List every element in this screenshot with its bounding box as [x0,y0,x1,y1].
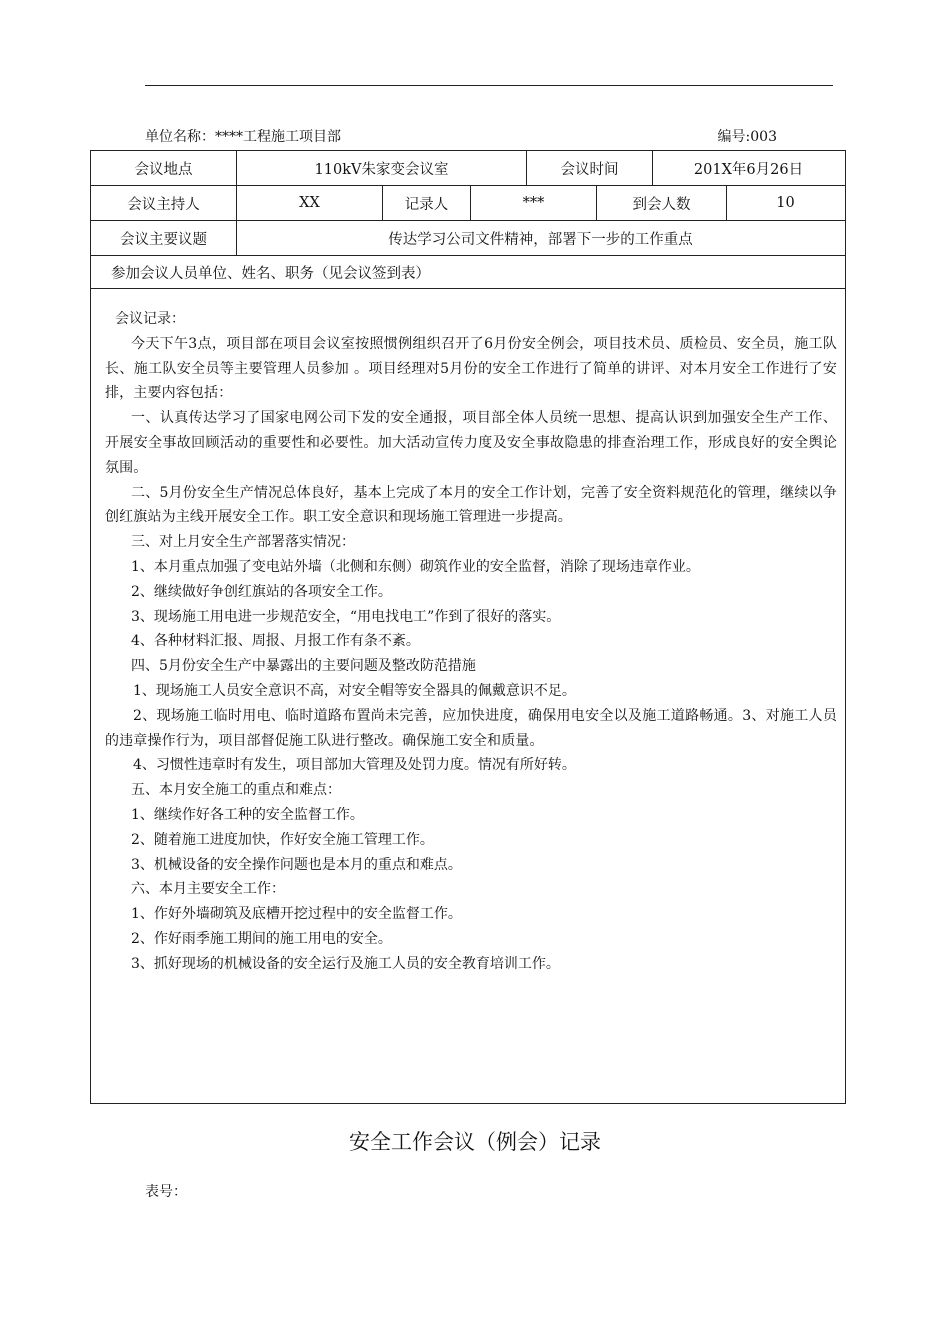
section6-item: 1、作好外墙砌筑及底槽开挖过程中的安全监督工作。 [131,906,462,923]
section5-item: 3、机械设备的安全操作问题也是本月的重点和难点。 [131,856,462,873]
section3-item: 3、现场施工用电进一步规范安全，“用电找电工”作到了很好的落实。 [131,608,561,625]
table-number-label: 表号： [145,1184,187,1200]
topic-label: 会议主要议题 [91,221,237,255]
form-row-host [91,186,845,221]
section5-title: 五、本月安全施工的重点和难点： [131,782,341,799]
participants-text: 参加会议人员单位、姓名、职务（见会议签到表） [111,265,430,282]
time-value: 201X年6月26日 [693,161,804,178]
section3-item: 1、本月重点加强了变电站外墙（北侧和东侧）砌筑作业的安全监督，消除了现场违章作业。 [131,558,700,575]
section4-item: 1、现场施工人员安全意识不高，对安全帽等安全器具的佩戴意识不足。 [133,682,576,699]
section6-item: 3、抓好现场的机械设备的安全运行及施工人员的安全教育培训工作。 [131,955,560,972]
serial-number: 编号:003 [717,129,777,145]
location-value: 110kV朱家变会议室 [237,151,527,185]
location-label: 会议地点 [91,151,237,185]
section3-title: 三、对上月安全生产部署落实情况： [131,534,355,551]
time-label: 会议时间 [527,151,653,185]
host-label: 会议主持人 [91,186,237,220]
section6-item: 2、作好雨季施工期间的施工用电的安全。 [131,930,392,947]
record-label: 会议记录： [115,311,185,327]
section6-title: 六、本月主要安全工作： [131,881,285,898]
recorder-label: 记录人 [383,186,471,220]
record-intro: 今天下午3点，项目部在项目会议室按照惯例组织召开了6月份安全例会，项目技术员、质检员、安全员，施工队长、施工队安全员等主要管理人员参加 。项目经理对5月份的安全工作进行了简单的讲评、对本月安全工作进行了安排，主要内容包括： [105,335,837,402]
section5-item: 2、随着施工进度加快，作好安全施工管理工作。 [131,831,434,848]
form-row-location [91,151,845,186]
topic-value: 传达学习公司文件精神，部署下一步的工作重点 [388,231,693,248]
record-section2: 二、5月份安全生产情况总体良好，基本上完成了本月的安全工作计划，完善了安全资料规范化的管理，继续以争创红旗站为主线开展安全工作。职工安全意识和现场施工管理进一步提高。 [105,484,837,526]
meeting-record [91,289,845,1103]
attendance-label: 到会人数 [597,186,727,220]
form-row-participants [91,256,845,289]
meeting-form [90,150,846,1104]
unit-name: 单位名称：****工程施工项目部 [145,129,341,145]
section3-item: 2、继续做好争创红旗站的各项安全工作。 [131,583,392,600]
section4-item: 2、现场施工临时用电、临时道路布置尚未完善，应加快进度，确保用电安全以及施工道路畅通。3、对施工人员的违章操作行为，项目部督促施工队进行整改。确保施工安全和质量。 [105,707,837,749]
document-title: 安全工作会议（例会）记录 [349,1130,601,1154]
attendance-value: 10 [776,195,795,211]
recorder-value: *** [471,186,597,220]
section3-item: 4、各种材料汇报、周报、月报工作有条不紊。 [131,633,420,650]
meta-row [145,126,777,146]
header-rule [145,85,833,86]
section5-item: 1、继续作好各工种的安全监督工作。 [131,806,364,823]
record-section1: 一、认真传达学习了国家电网公司下发的安全通报，项目部全体人员统一思想、提高认识到加强安全生产工作、开展安全事故回顾活动的重要性和必要性。加大活动宣传力度及安全事故隐患的排查治理工作，形成良好的安全舆论氛围。 [105,410,837,476]
form-row-topic [91,221,845,256]
section4-title: 四、5月份安全生产中暴露出的主要问题及整改防范措施 [131,658,476,675]
host-value: XX [237,186,383,220]
section4-item: 4、习惯性违章时有发生，项目部加大管理及处罚力度。情况有所好转。 [133,757,576,774]
